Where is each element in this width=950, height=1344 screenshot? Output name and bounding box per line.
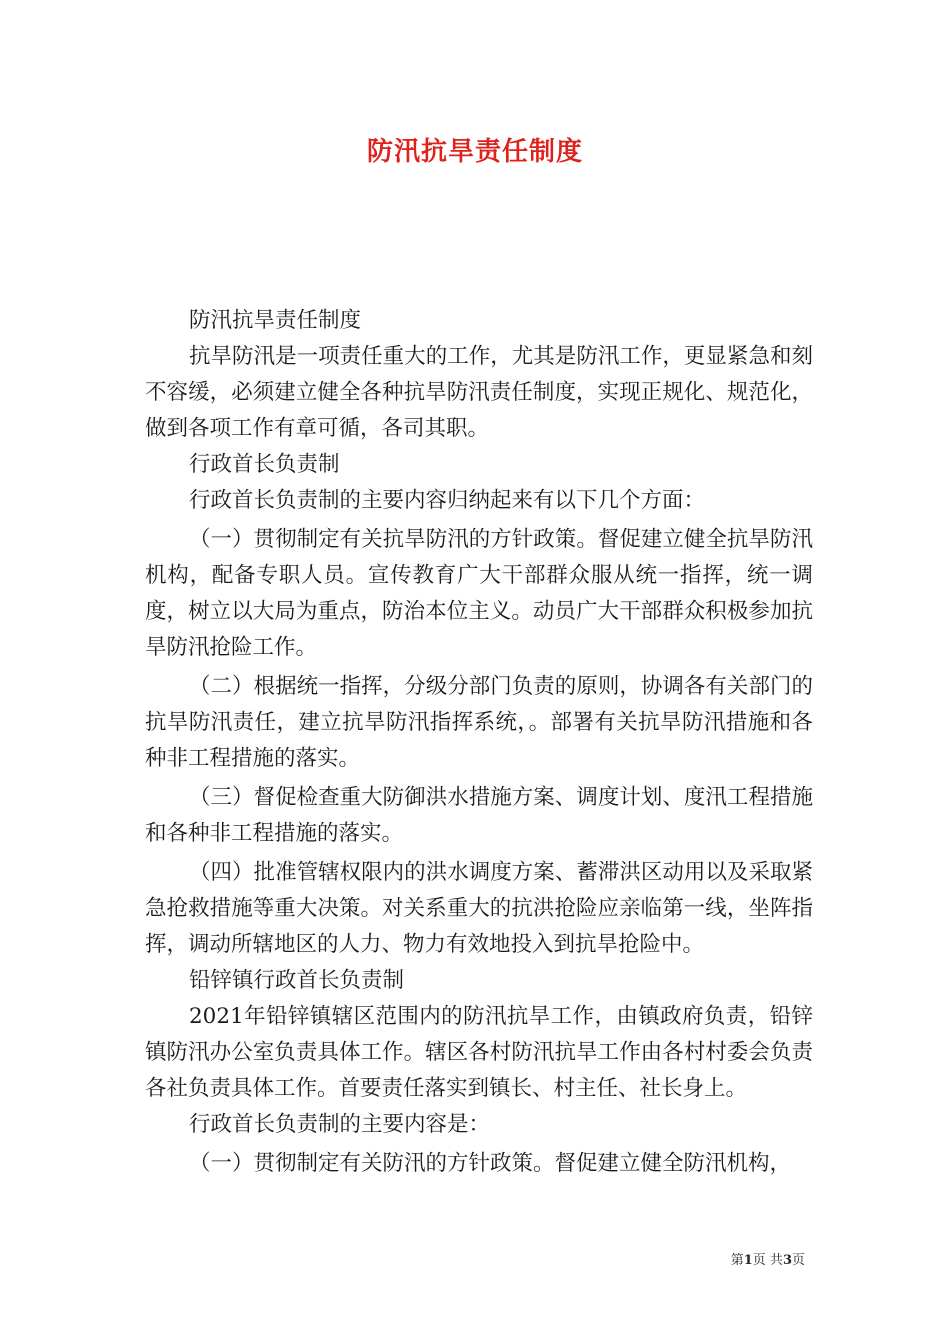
page-footer xyxy=(731,1249,805,1268)
list-item-2: （二）根据统一指挥，分级分部门负责的原则，协调各有关部门的抗旱防汛责任，建立抗旱防汛指挥系统，。部署有关抗旱防汛措施和各种非工程措施的落实。 xyxy=(145,674,813,771)
list-item-3: （三）督促检查重大防御洪水措施方案、调度计划、度汛工程措施和各种非工程措施的落实。 xyxy=(145,785,813,846)
list-item-5: （一）贯彻制定有关防汛的方针政策。督促建立健全防汛机构， xyxy=(189,1151,792,1176)
list-item-4: （四）批准管辖权限内的洪水调度方案、蓄滞洪区动用以及采取紧急抢救措施等重大决策。对关系重大的抗洪抢险应亲临第一线，坐阵指挥，调动所辖地区的人力、物力有效地投入到抗旱抢险中。 xyxy=(145,860,813,957)
footer-prefix: 第 xyxy=(730,1253,744,1268)
footer-suffix: 页 xyxy=(791,1253,805,1268)
footer-current-page: 1 xyxy=(743,1253,753,1268)
paragraph-summary: 行政首长负责制的主要内容归纳起来有以下几个方面： xyxy=(189,488,706,513)
paragraph-heading-3: 铅锌镇行政首长负责制 xyxy=(189,968,405,993)
footer-middle: 页 共 xyxy=(752,1253,783,1268)
paragraph-heading-2: 行政首长负责制 xyxy=(189,452,340,477)
footer-total-pages: 3 xyxy=(782,1253,792,1268)
page-title: 防汛抗旱责任制度 xyxy=(366,137,583,167)
paragraph-heading-1: 防汛抗旱责任制度 xyxy=(189,308,362,333)
paragraph-intro: 抗旱防汛是一项责任重大的工作，尤其是防汛工作，更显紧急和刻不容缓，必须建立健全各种抗旱防汛责任制度，实现正规化、规范化，做到各项工作有章可循，各司其职。 xyxy=(145,344,813,441)
paragraph-town-duty: 2021年铅锌镇辖区范围内的防汛抗旱工作，由镇政府负责，铅锌镇防汛办公室负责具体工作。辖区各村防汛抗旱工作由各村村委会负责各社负责具体工作。首要责任落实到镇长、村主任、社长身上。 xyxy=(145,1004,813,1101)
list-item-1: （一）贯彻制定有关抗旱防汛的方针政策。督促建立健全抗旱防汛机构，配备专职人员。宣传教育广大干部群众服从统一指挥，统一调度，树立以大局为重点，防治本位主义。动员广大干部群众积极参加抗旱防汛抢险工作。 xyxy=(145,527,813,660)
document-body xyxy=(145,303,813,1182)
paragraph-main-content: 行政首长负责制的主要内容是： xyxy=(189,1112,491,1137)
